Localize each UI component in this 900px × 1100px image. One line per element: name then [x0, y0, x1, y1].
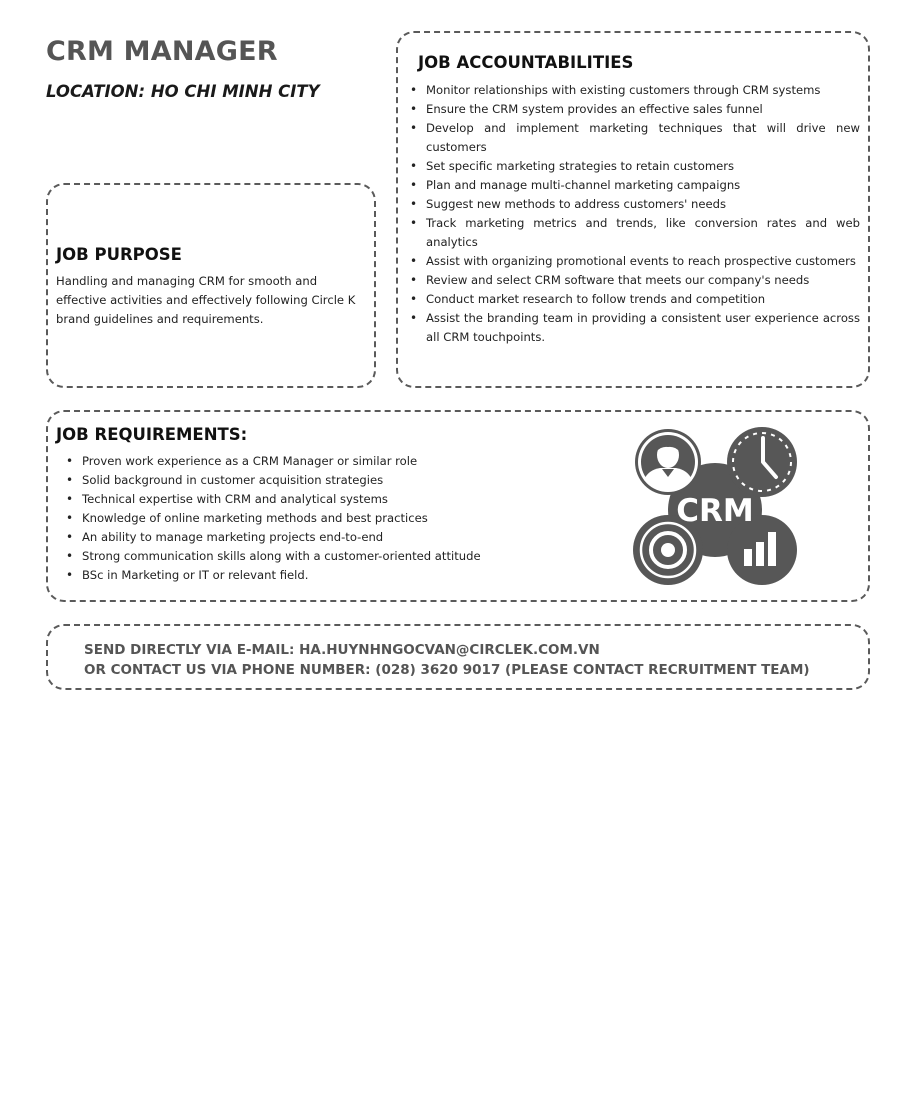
- list-item: • BSc in Marketing or IT or relevant field.: [82, 566, 860, 585]
- list-item: • Conduct market research to follow trends and competition: [426, 290, 860, 309]
- job-accountabilities-heading: JOB ACCOUNTABILITIES: [418, 53, 634, 72]
- list-item: • Ensure the CRM system provides an effective sales funnel: [426, 100, 860, 119]
- contact-email-line: SEND DIRECTLY VIA E-MAIL: HA.HUYNHNGOCVAN@CIRCLEK.COM.VN: [84, 642, 600, 658]
- list-item: • Review and select CRM software that meets our company's needs: [426, 271, 860, 290]
- list-item: • Strong communication skills along with a customer-oriented attitude: [82, 547, 860, 566]
- list-item: • Knowledge of online marketing methods and best practices: [82, 509, 860, 528]
- list-item: • Assist with organizing promotional events to reach prospective customers: [426, 252, 860, 271]
- accountabilities-list: [406, 81, 860, 347]
- list-item: • Monitor relationships with existing customers through CRM systems: [426, 81, 860, 100]
- crm-graphic: [630, 422, 800, 590]
- job-purpose-heading: JOB PURPOSE: [56, 245, 182, 264]
- job-purpose-text: Handling and managing CRM for smooth and effective activities and effectively following Circle K brand guidelines and requirements.: [56, 274, 356, 326]
- list-item: • Proven work experience as a CRM Manager or similar role: [82, 452, 860, 471]
- job-accountabilities-section: [396, 31, 870, 388]
- job-purpose-section: [46, 183, 376, 388]
- list-item: • Solid background in customer acquisition strategies: [82, 471, 860, 490]
- job-location: LOCATION: HO CHI MINH CITY: [46, 82, 320, 101]
- user-icon: [635, 429, 701, 495]
- contact-section: [46, 624, 870, 690]
- list-item: • Set specific marketing strategies to retain customers: [426, 157, 860, 176]
- job-requirements-heading: JOB REQUIREMENTS:: [56, 425, 248, 444]
- list-item: • Suggest new methods to address customers' needs: [426, 195, 860, 214]
- list-item: • Technical expertise with CRM and analytical systems: [82, 490, 860, 509]
- job-title: CRM MANAGER: [46, 36, 278, 67]
- list-item: • Plan and manage multi-channel marketing campaigns: [426, 176, 860, 195]
- clock-icon: [727, 427, 797, 497]
- list-item: • Develop and implement marketing techniques that will drive new customers: [426, 119, 860, 157]
- list-item: • Track marketing metrics and trends, like conversion rates and web analytics: [426, 214, 860, 252]
- list-item: • An ability to manage marketing projects end-to-end: [82, 528, 860, 547]
- contact-phone-line: OR CONTACT US VIA PHONE NUMBER: (028) 3620 9017 (PLEASE CONTACT RECRUITMENT TEAM): [84, 662, 810, 678]
- list-item: • Assist the branding team in providing a consistent user experience across all CRM touchpoints.: [426, 309, 860, 347]
- crm-label: CRM: [676, 493, 754, 529]
